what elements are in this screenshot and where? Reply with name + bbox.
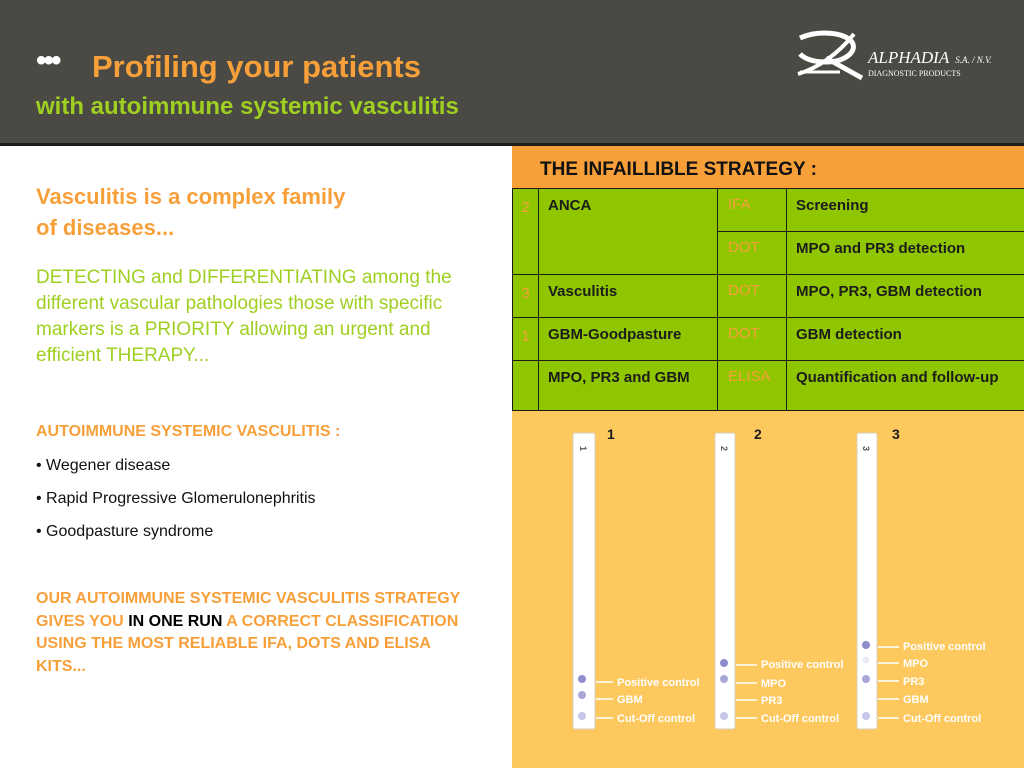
strip-3-gbm-label: GBM	[903, 694, 929, 706]
strip-number: 3	[892, 426, 900, 442]
list-item: • Wegener disease	[36, 457, 171, 474]
strip-1-label: 1	[578, 446, 588, 452]
mpo-dot	[863, 657, 870, 664]
page-subtitle: with autoimmune systemic vasculitis	[36, 93, 459, 120]
strip-2-pr3-label: PR3	[761, 695, 783, 707]
table-row	[513, 189, 1024, 232]
table-row	[513, 318, 1024, 361]
row-number: 3	[513, 275, 539, 318]
left-heading-line1: Vasculitis is a complex family	[36, 184, 346, 209]
row-number: 1	[513, 318, 539, 361]
cutoff-control-dot	[720, 712, 728, 720]
row-group: Vasculitis	[539, 275, 718, 318]
list-item: • Goodpasture syndrome	[36, 523, 214, 540]
dot-strips-illustration	[512, 410, 1024, 740]
row-group: ANCA	[539, 189, 718, 275]
positive-control-dot	[578, 675, 586, 683]
strip-2-mpo-label: MPO	[761, 678, 787, 690]
row-group: GBM-Goodpasture	[539, 318, 718, 361]
left-heading-line2: of diseases...	[36, 215, 175, 240]
list-heading: AUTOIMMUNE SYSTEMIC VASCULITIS :	[36, 423, 341, 440]
strategy-title: THE INFAILLIBLE STRATEGY :	[540, 159, 817, 180]
positive-control-dot	[720, 659, 728, 667]
row-number	[513, 361, 539, 411]
table-row	[513, 275, 1024, 318]
conclusion-part2: A CORRECT CLASSIFICATION USING THE MOST RELIABLE IFA, DOTS AND ELISA KITS...	[36, 612, 459, 675]
logo-wordmark	[868, 48, 992, 68]
row-description: Quantification and follow-up	[787, 361, 1024, 411]
row-method: DOT	[718, 275, 787, 318]
logo-name: ALPHADIA	[868, 48, 950, 67]
intro-paragraph: DETECTING and DIFFERENTIATING among the different vascular pathologies those with specific markers is a PRIORITY allowing an urgent and efficient THERAPY...	[36, 267, 452, 366]
strip-1-positive-label: Positive control	[617, 677, 700, 689]
mpo-dot	[720, 675, 728, 683]
strip-2-cutoff-label: Cut-Off control	[761, 713, 840, 725]
cutoff-control-dot	[578, 712, 586, 720]
conclusion-paragraph	[36, 588, 476, 678]
alphadia-logo-mark-icon	[796, 28, 868, 84]
strip-3	[857, 433, 986, 729]
row-description: MPO and PR3 detection	[787, 232, 1024, 275]
strategy-table	[512, 188, 1024, 411]
row-description: MPO, PR3, GBM detection	[787, 275, 1024, 318]
strip-1	[573, 433, 700, 729]
strip-3-positive-label: Positive control	[903, 641, 986, 653]
strip-2-positive-label: Positive control	[761, 659, 844, 671]
conclusion-part1: OUR AUTOIMMUNE SYSTEMIC VASCULITIS STRATEGY GIVES YOU	[36, 590, 461, 630]
alphadia-logo	[796, 28, 1016, 84]
strip-2	[715, 433, 844, 729]
row-description: Screening	[787, 189, 1024, 232]
logo-suffix: S.A. / N.V.	[955, 55, 992, 65]
strip-number: 1	[607, 426, 615, 442]
page-title: Profiling your patients	[92, 49, 421, 84]
strip-number: 2	[754, 426, 762, 442]
strip-3-label: 3	[861, 446, 871, 452]
strip-3-mpo-label: MPO	[903, 658, 929, 670]
strip-1-cutoff-label: Cut-Off control	[617, 713, 696, 725]
title-bullets: •••	[36, 44, 59, 77]
row-number: 2	[513, 189, 539, 275]
strip-2-label: 2	[719, 446, 729, 452]
pr3-dot	[862, 675, 870, 683]
left-heading	[36, 181, 436, 243]
row-method: DOT	[718, 232, 787, 275]
strip-3-cutoff-label: Cut-Off control	[903, 713, 982, 725]
row-group: MPO, PR3 and GBM	[539, 361, 718, 411]
positive-control-dot	[862, 641, 870, 649]
strip-1-gbm-label: GBM	[617, 694, 643, 706]
row-description: GBM detection	[787, 318, 1024, 361]
row-method: DOT	[718, 318, 787, 361]
conclusion-highlight: IN ONE RUN	[128, 612, 223, 630]
gbm-dot	[578, 691, 586, 699]
list-item: • Rapid Progressive Glomerulonephritis	[36, 490, 316, 507]
table-row	[513, 361, 1024, 411]
row-method: IFA	[718, 189, 787, 232]
row-method: ELISA	[718, 361, 787, 411]
cutoff-control-dot	[862, 712, 870, 720]
logo-tagline: DIAGNOSTIC PRODUCTS	[868, 69, 961, 78]
strip-3-pr3-label: PR3	[903, 676, 925, 688]
